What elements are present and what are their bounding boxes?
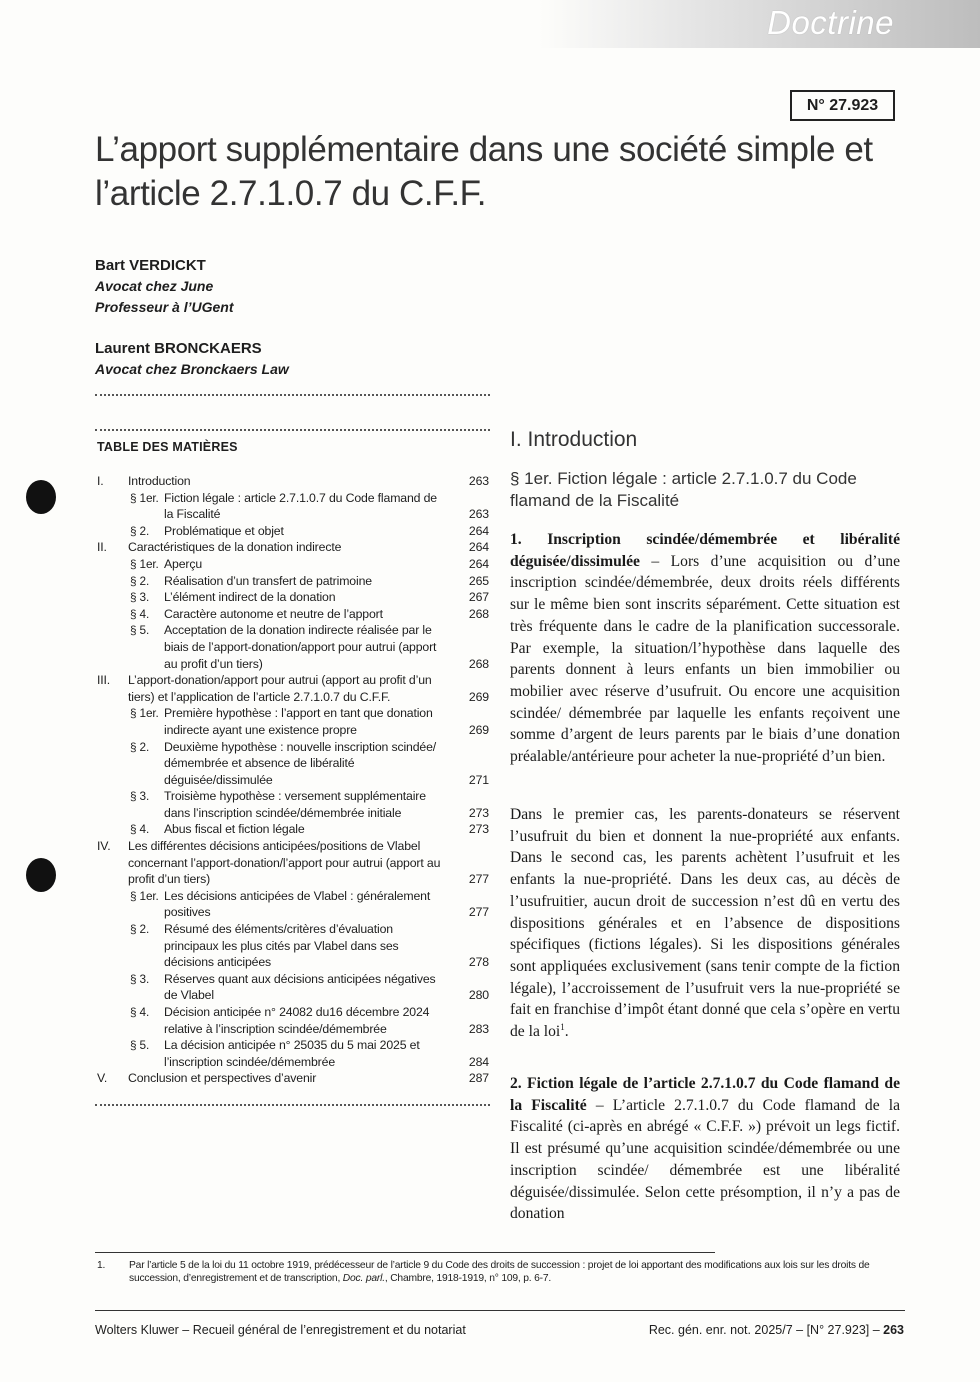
toc-entry-page: 263 bbox=[468, 507, 489, 522]
toc-entry-number: § 4. bbox=[130, 822, 150, 837]
toc-entry[interactable] bbox=[97, 705, 489, 738]
toc-entry[interactable] bbox=[97, 473, 489, 490]
toc-entry-title: Abus fiscal et fiction légale bbox=[164, 822, 305, 837]
toc-entry[interactable] bbox=[97, 622, 489, 672]
toc-entry[interactable] bbox=[97, 556, 489, 573]
footnote bbox=[97, 1259, 905, 1285]
toc-entry-title: Résumé des éléments/critères d’évaluation principaux les plus cités par Vlabel dans ses décisions anticipées bbox=[164, 922, 399, 970]
article-title: L’apport supplémentaire dans une société simple et l’article 2.7.1.0.7 du C.F.F. bbox=[95, 130, 873, 213]
toc-entry-number: § 5. bbox=[130, 1038, 150, 1053]
toc-entry-number: § 2. bbox=[130, 739, 150, 754]
toc-entry-page: 269 bbox=[468, 722, 489, 737]
toc-entry-title: Fiction légale : article 2.7.1.0.7 du Code flamand de la Fiscalité bbox=[164, 490, 437, 522]
toc-entry-title: Acceptation de la donation indirecte réalisée par le biais de l’apport-donation/apport pour autrui (apport au profit d’un tiers) bbox=[164, 623, 437, 671]
paragraph-lead: 1. Inscription scindée/démembrée et libéralité déguisée/dissimulée bbox=[510, 531, 900, 570]
toc-entry[interactable] bbox=[97, 788, 489, 821]
paragraph-lead: 2. Fiction légale de l’article 2.7.1.0.7 du Code flamand de la Fiscalité bbox=[510, 1075, 900, 1114]
toc-entry-title: Caractère autonome et neutre de l’apport bbox=[164, 606, 383, 621]
footnote-ref[interactable]: 1 bbox=[560, 1021, 565, 1032]
footnote-text-b: , Chambre, 1918-1919, n° 109, p. 6-7. bbox=[384, 1273, 552, 1284]
toc-entry-number: § 1er. bbox=[130, 888, 159, 903]
toc-entry-title: La décision anticipée n° 25035 du 5 mai 2025 et l’inscription scindée/démembrée bbox=[164, 1038, 420, 1069]
paragraph-text: – Lors d’une acquisition ou d’une inscription scindée/démembrée, deux droits réels différents sur le même bien sont inscrits séparément. Cette situation est très fréquente dans le cadre de la planification successorale. Par exemple, la situation/l’hypothèse dans laquelle des parents donnent à leurs enfants un bien immobilier ou mobilier avec réserve d’usufruit. Ou encore une acquisition scindée/ démembrée par laquelle les enfants reçoivent une somme d’argent de leurs parents par le biais d’une donation préalable/antérieure pour acheter la nue-propriété d’un bien. bbox=[510, 552, 900, 766]
toc-entry-number: § 1er. bbox=[130, 490, 159, 505]
toc-entry-page: 287 bbox=[468, 1071, 489, 1086]
footer-citation-text: Rec. gén. enr. not. 2025/7 – [N° 27.923] – bbox=[648, 1323, 884, 1337]
section-heading: I. Introduction bbox=[510, 428, 638, 451]
toc-entry[interactable] bbox=[97, 490, 489, 523]
footer-publisher: Wolters Kluwer – Recueil général de l’enregistrement et du notariat bbox=[95, 1323, 466, 1337]
toc-entry-page: 273 bbox=[468, 822, 489, 837]
toc-entry-title: Les décisions anticipées de Vlabel : généralement positives bbox=[164, 888, 431, 920]
toc-entry-number: § 2. bbox=[130, 922, 150, 937]
author-2 bbox=[95, 338, 289, 380]
toc-entry[interactable] bbox=[97, 821, 489, 838]
author-role: Avocat chez Bronckaers Law bbox=[95, 361, 289, 377]
toc-entry-page: 263 bbox=[468, 474, 489, 488]
toc-entry-title: Introduction bbox=[128, 474, 191, 488]
footnote-rule bbox=[95, 1252, 715, 1253]
toc-entry-title: Réserves quant aux décisions anticipées négatives de Vlabel bbox=[164, 971, 436, 1003]
toc-entry[interactable] bbox=[97, 838, 489, 888]
toc-entry[interactable] bbox=[97, 672, 489, 705]
footnote-italic: Doc. parl. bbox=[342, 1273, 385, 1284]
toc-entry-page: 265 bbox=[468, 573, 489, 588]
toc-entry[interactable] bbox=[97, 1070, 489, 1087]
page-number: 263 bbox=[883, 1323, 904, 1337]
toc-entry-number: § 1er. bbox=[130, 556, 159, 571]
toc-entry-number: III. bbox=[97, 673, 111, 688]
paragraph-1 bbox=[510, 529, 900, 768]
paragraph-end: . bbox=[564, 1023, 569, 1041]
toc-entry-page: 264 bbox=[468, 523, 489, 538]
toc-entry-page: 268 bbox=[468, 656, 489, 671]
toc-entry-title: L’élément indirect de la donation bbox=[164, 590, 336, 605]
subsection-heading: § 1er. Fiction légale : article 2.7.1.0.7 du Code flamand de la Fiscalité bbox=[510, 469, 857, 510]
toc-entry-page: 277 bbox=[468, 905, 489, 920]
toc-entry-page: 269 bbox=[468, 689, 489, 704]
toc-entry-number: § 3. bbox=[130, 590, 150, 605]
toc-entry-number: § 1er. bbox=[130, 706, 159, 721]
toc-entry[interactable] bbox=[97, 1004, 489, 1037]
footnote-text bbox=[129, 1259, 905, 1285]
paragraph-3 bbox=[510, 1073, 900, 1225]
paragraph-text: – L’article 2.7.1.0.7 du Code flamand de la Fiscalité (ci-après en abrégé « C.F.F. ») prévoit un legs fictif. Il est présumé qu’une acquisition scindée/démembrée ou une inscription scindée/ démembrée est une libéralité déguisée/dissimulée. Selon cette présomption, il n’y a pas de donation bbox=[510, 1096, 901, 1223]
paragraph-2 bbox=[510, 804, 900, 1043]
toc-entry-number: § 3. bbox=[130, 971, 150, 986]
toc-entry-title: Première hypothèse : l’apport en tant que donation indirecte ayant une existence propre bbox=[164, 706, 433, 737]
toc-entry-page: 283 bbox=[468, 1021, 489, 1036]
toc-entry[interactable] bbox=[97, 589, 489, 606]
toc-heading: TABLE DES MATIÈRES bbox=[97, 440, 238, 454]
section-label: Doctrine bbox=[767, 4, 894, 41]
toc-entry-title: Conclusion et perspectives d’avenir bbox=[128, 1071, 317, 1086]
toc-entry-number: § 2. bbox=[130, 573, 150, 588]
divider bbox=[95, 429, 490, 431]
toc-entry[interactable] bbox=[97, 573, 489, 590]
author-name: Bart VERDICKT bbox=[95, 257, 206, 274]
toc-entry-title: Aperçu bbox=[164, 556, 203, 571]
toc-entry-title: Les différentes décisions anticipées/positions de Vlabel concernant l’apport-donation/l’apport pour autrui (apport au profit d’un tiers) bbox=[128, 839, 441, 887]
toc-entry-number: § 3. bbox=[130, 789, 150, 804]
toc-entry-number: § 5. bbox=[130, 623, 150, 638]
toc-entry[interactable] bbox=[97, 921, 489, 971]
toc-entry-page: 271 bbox=[468, 772, 489, 787]
footer-rule bbox=[95, 1310, 905, 1311]
toc-entry[interactable] bbox=[97, 888, 489, 921]
punch-hole bbox=[26, 858, 56, 892]
divider bbox=[95, 394, 490, 396]
toc-entry-title: Troisième hypothèse : versement supplémentaire dans l’inscription scindée/démembrée initiale bbox=[164, 789, 426, 820]
footer-citation bbox=[649, 1323, 904, 1337]
author-name: Laurent BRONCKAERS bbox=[95, 340, 262, 357]
toc-entry[interactable] bbox=[97, 523, 489, 540]
toc-entry-title: Problématique et objet bbox=[164, 523, 284, 538]
toc-entry[interactable] bbox=[97, 971, 489, 1004]
toc-entry-page: 264 bbox=[468, 556, 489, 571]
table-of-contents bbox=[97, 473, 489, 1087]
toc-entry[interactable] bbox=[97, 739, 489, 789]
toc-entry-title: Deuxième hypothèse : nouvelle inscription scindée/ démembrée et absence de libéralité déguisée/dissimulée bbox=[164, 739, 437, 787]
toc-entry-title: Décision anticipée n° 24082 du16 décembre 2024 relative à l’inscription scindée/démembrée bbox=[164, 1005, 430, 1036]
divider bbox=[95, 1104, 490, 1106]
toc-entry-number: § 2. bbox=[130, 523, 150, 538]
author-1 bbox=[95, 255, 234, 318]
article-number-badge: N° 27.923 bbox=[790, 90, 895, 121]
toc-entry[interactable] bbox=[97, 606, 489, 623]
toc-entry[interactable] bbox=[97, 1037, 489, 1070]
footnote-text-a: Par l’article 5 de la loi du 11 octobre 1919, prédécesseur de l’article 9 du Code des droits de succession : projet de loi apportant des modifications aux lois sur les droits de succession, d’enregistrement et de transcription, bbox=[129, 1260, 870, 1284]
toc-entry-title: Caractéristiques de la donation indirecte bbox=[128, 540, 342, 555]
author-role: Avocat chez June bbox=[95, 278, 214, 294]
toc-entry-page: 273 bbox=[468, 805, 489, 820]
toc-entry-number: V. bbox=[97, 1071, 108, 1086]
toc-entry-number: II. bbox=[97, 540, 107, 555]
toc-entry-page: 267 bbox=[468, 590, 489, 605]
toc-entry-number: IV. bbox=[97, 839, 111, 854]
author-role: Professeur à l’UGent bbox=[95, 299, 234, 315]
footnote-number: 1. bbox=[97, 1260, 106, 1271]
toc-entry[interactable] bbox=[97, 539, 489, 556]
toc-entry-title: Réalisation d’un transfert de patrimoine bbox=[164, 573, 372, 588]
toc-entry-page: 264 bbox=[468, 540, 489, 555]
toc-entry-number: § 4. bbox=[130, 1005, 150, 1019]
toc-entry-number: I. bbox=[97, 474, 104, 488]
toc-entry-page: 268 bbox=[468, 606, 489, 621]
toc-entry-page: 284 bbox=[468, 1054, 489, 1069]
toc-entry-page: 280 bbox=[468, 988, 489, 1003]
toc-entry-title: L’apport-donation/apport pour autrui (apport au profit d’un tiers) et l’application de l’article 2.7.1.0.7 du C.F.F. bbox=[128, 673, 432, 704]
toc-entry-page: 278 bbox=[468, 955, 489, 970]
toc-entry-page: 277 bbox=[468, 872, 489, 887]
paragraph-text: Dans le premier cas, les parents-donateurs se réservent l’usufruit du bien et donnent la nue-propriété aux enfants. Dans le second cas, les parents achètent l’usufruit et les enfants la nue-propriété. Dans les deux cas, au décès de l’usufruitier, aucun droit de succession n’est dû en vertu des dispositions générales et en l’absence de dispositions spécifiques (fictions légales). Si les dispositions générales sont appliquées exclusivement (sans tenir compte de la fiction légale), l’accroissement de l’usufruit vers la nue-propriété se fait en franchise d’impôt étant donné que cela s’opère en vertu de la loi bbox=[510, 806, 900, 1041]
punch-hole bbox=[26, 480, 56, 514]
toc-entry-number: § 4. bbox=[130, 606, 150, 621]
